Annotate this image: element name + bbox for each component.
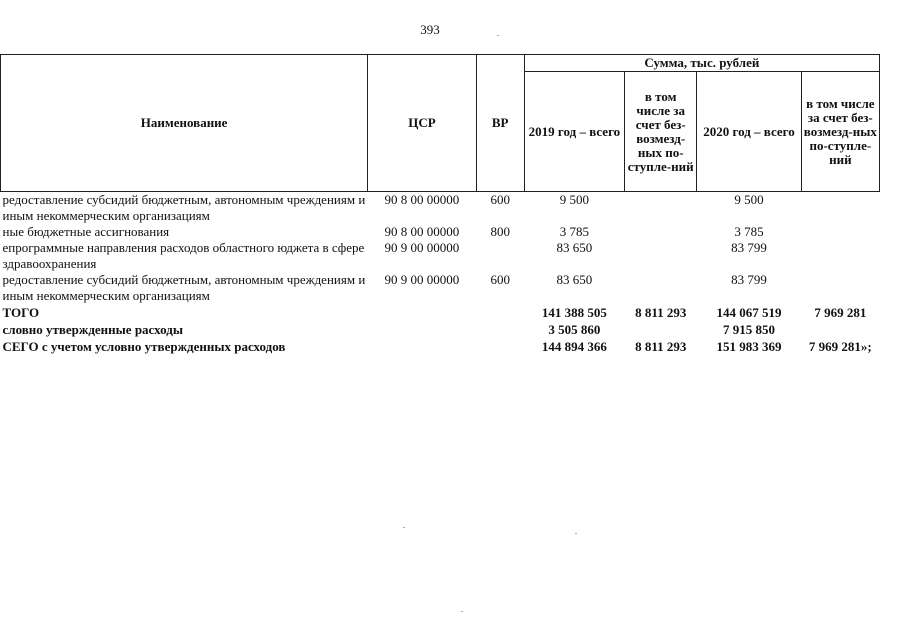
total-name: ТОГО (2, 305, 40, 320)
total-2020-bezvozm (801, 321, 879, 338)
row-name: редоставление субсидий бюджетным, автономным чреждениям и иным некоммерческим организациям (2, 272, 366, 303)
total-vr (476, 321, 524, 338)
total-csr (368, 304, 476, 321)
row-2019-total: 3 785 (559, 224, 590, 239)
total-row-itogo (1, 304, 880, 321)
row-2019-bezvozm (625, 192, 697, 225)
row-2020-bezvozm (801, 240, 879, 272)
row-csr: 90 9 00 00000 (384, 240, 460, 255)
total-2020-total: 7 915 850 (723, 322, 775, 337)
row-2019-total: 83 650 (556, 240, 593, 255)
row-2020-bezvozm (801, 224, 879, 240)
header-2019-bezvozm: в том числе за счет без-возмезд-ных по-ступле-ний (625, 72, 697, 192)
header-name: Наименование (1, 55, 368, 192)
header-2020-total: 2020 год – всего (697, 72, 801, 192)
row-2019-bezvozm (625, 240, 697, 272)
row-2020-total: 3 785 (734, 224, 764, 239)
table-row (1, 224, 880, 240)
row-2019-bezvozm (625, 224, 697, 240)
table-row (1, 272, 880, 304)
row-2020-total: 9 500 (734, 192, 764, 207)
row-2019-total: 9 500 (559, 192, 590, 207)
total-2020-bezvozm: 7 969 281»; (808, 339, 872, 354)
row-2020-bezvozm (801, 272, 879, 304)
row-2020-total: 83 799 (731, 240, 767, 255)
row-vr: 600 (490, 272, 510, 287)
total-2019-bezvozm: 8 811 293 (635, 305, 687, 320)
total-csr (368, 321, 476, 338)
table-row (1, 240, 880, 272)
total-row-grand (1, 338, 880, 355)
header-csr: ЦСР (368, 55, 476, 192)
header-2019-total: 2019 год – всего (524, 72, 624, 192)
total-2019-total: 3 505 860 (548, 322, 601, 337)
total-name: словно утвержденные расходы (2, 322, 184, 337)
row-2020-total: 83 799 (731, 272, 767, 287)
row-2019-total: 83 650 (556, 272, 593, 287)
total-vr (476, 338, 524, 355)
header-vr: ВР (476, 55, 524, 192)
scan-speck (403, 527, 405, 528)
row-name: епрограммные направления расходов областного юджета в сфере здравоохранения (2, 240, 365, 271)
total-2019-total: 144 894 366 (541, 339, 607, 354)
header-sum-group: Сумма, тыс. рублей (524, 55, 879, 72)
budget-table (0, 54, 880, 355)
scan-speck (461, 611, 463, 612)
total-2020-total: 144 067 519 (716, 305, 782, 320)
header-2020-bezvozm: в том числе за счет без-возмезд-ных по-ступле-ний (801, 72, 879, 192)
row-csr: 90 9 00 00000 (384, 272, 460, 287)
total-2020-bezvozm: 7 969 281 (814, 305, 867, 320)
row-csr: 90 8 00 00000 (384, 192, 460, 207)
row-2019-bezvozm (625, 272, 697, 304)
row-vr: 800 (490, 224, 510, 239)
row-name: редоставление субсидий бюджетным, автономным чреждениям и иным некоммерческим организациям (2, 192, 366, 223)
row-csr: 90 8 00 00000 (384, 224, 460, 239)
total-2020-total: 151 983 369 (716, 339, 782, 354)
scan-speck (497, 35, 499, 36)
total-vr (476, 304, 524, 321)
row-name: ные бюджетные ассигнования (2, 224, 170, 239)
page-number: 393 (420, 22, 440, 37)
total-row-conditional (1, 321, 880, 338)
total-2019-bezvozm: 8 811 293 (635, 339, 687, 354)
row-2020-bezvozm (801, 192, 879, 225)
total-2019-total: 141 388 505 (541, 305, 607, 320)
scan-speck (575, 533, 577, 534)
total-name: СЕГО с учетом условно утвержденных расходов (2, 339, 286, 354)
row-vr: 600 (490, 192, 510, 207)
total-2019-bezvozm (625, 321, 697, 338)
table-row (1, 192, 880, 225)
total-csr (368, 338, 476, 355)
row-vr (476, 240, 524, 272)
